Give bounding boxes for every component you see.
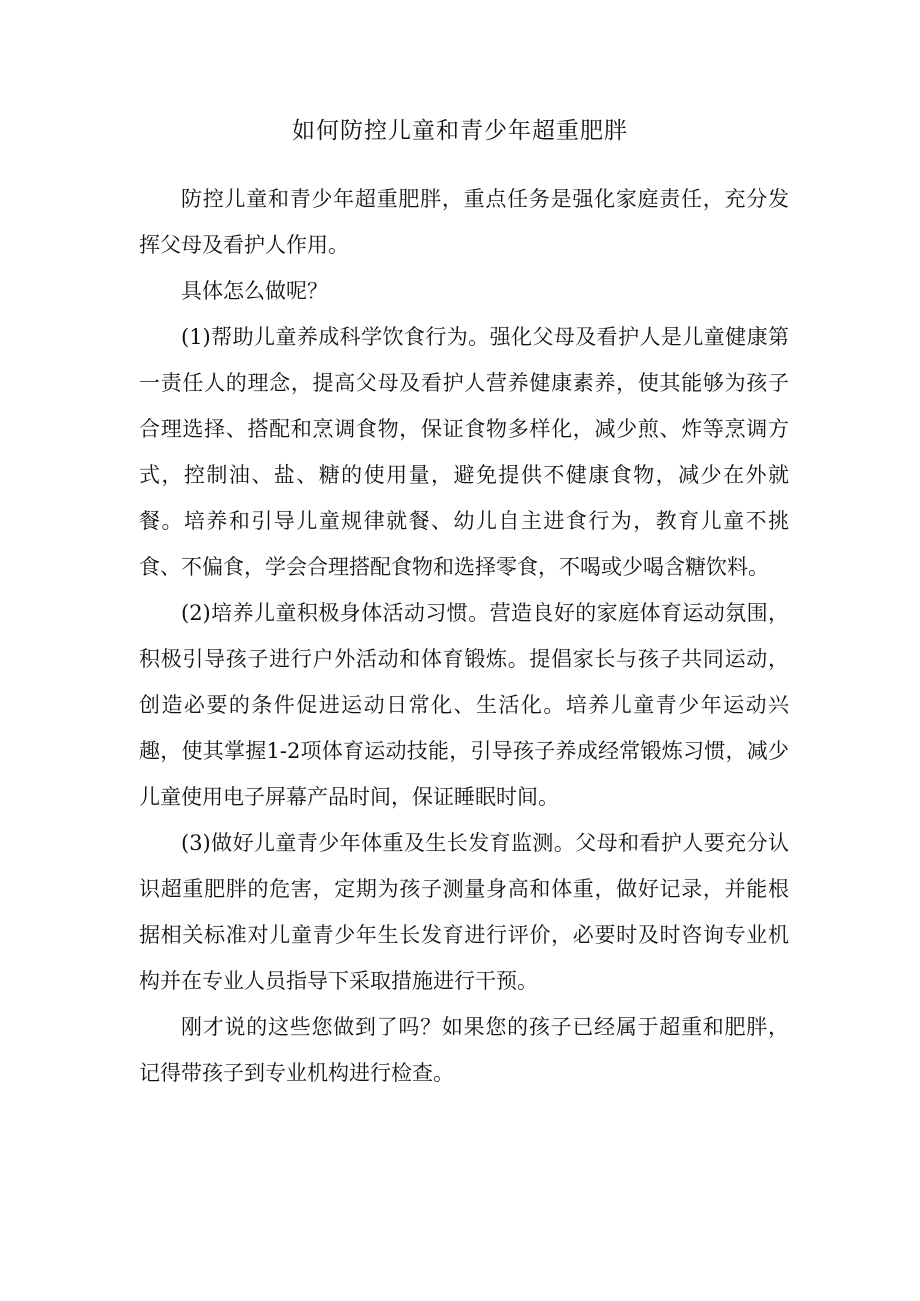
- paragraph-question: 具体怎么做呢？: [181, 279, 328, 303]
- paragraph-activity: (2)培养儿童积极身体活动习惯。营造良好的家庭体育运动氛围，积极引导孩子进行户外活动和体育锻炼。提倡家长与孩子共同运动，创造必要的条件促进运动日常化、生活化。培养儿童青少年运动兴趣，使其掌握1-2项体育运动技能，引导孩子养成经常锻炼习惯，减少儿童使用电子屏幕产品时间，保证睡眠时间。: [139, 601, 789, 809]
- document-title: 如何防控儿童和青少年超重肥胖: [292, 118, 628, 144]
- paragraph-closing: 刚才说的这些您做到了吗？如果您的孩子已经属于超重和肥胖，记得带孩子到专业机构进行检查。: [139, 1015, 789, 1085]
- document-body: [139, 176, 789, 1096]
- paragraph-monitoring: (3)做好儿童青少年体重及生长发育监测。父母和看护人要充分认识超重肥胖的危害，定期为孩子测量身高和体重，做好记录，并能根据相关标准对儿童青少年生长发育进行评价，必要时及时咨询专业机构并在专业人员指导下采取措施进行干预。: [139, 831, 789, 993]
- paragraph-intro: 防控儿童和青少年超重肥胖，重点任务是强化家庭责任，充分发挥父母及看护人作用。: [139, 187, 789, 257]
- paragraph-diet: (1)帮助儿童养成科学饮食行为。强化父母及看护人是儿童健康第一责任人的理念，提高父母及看护人营养健康素养，使其能够为孩子合理选择、搭配和烹调食物，保证食物多样化，减少煎、炸等烹调方式，控制油、盐、糖的使用量，避免提供不健康食物，减少在外就餐。培养和引导儿童规律就餐、幼儿自主进食行为，教育儿童不挑食、不偏食，学会合理搭配食物和选择零食，不喝或少喝含糖饮料。: [139, 325, 789, 579]
